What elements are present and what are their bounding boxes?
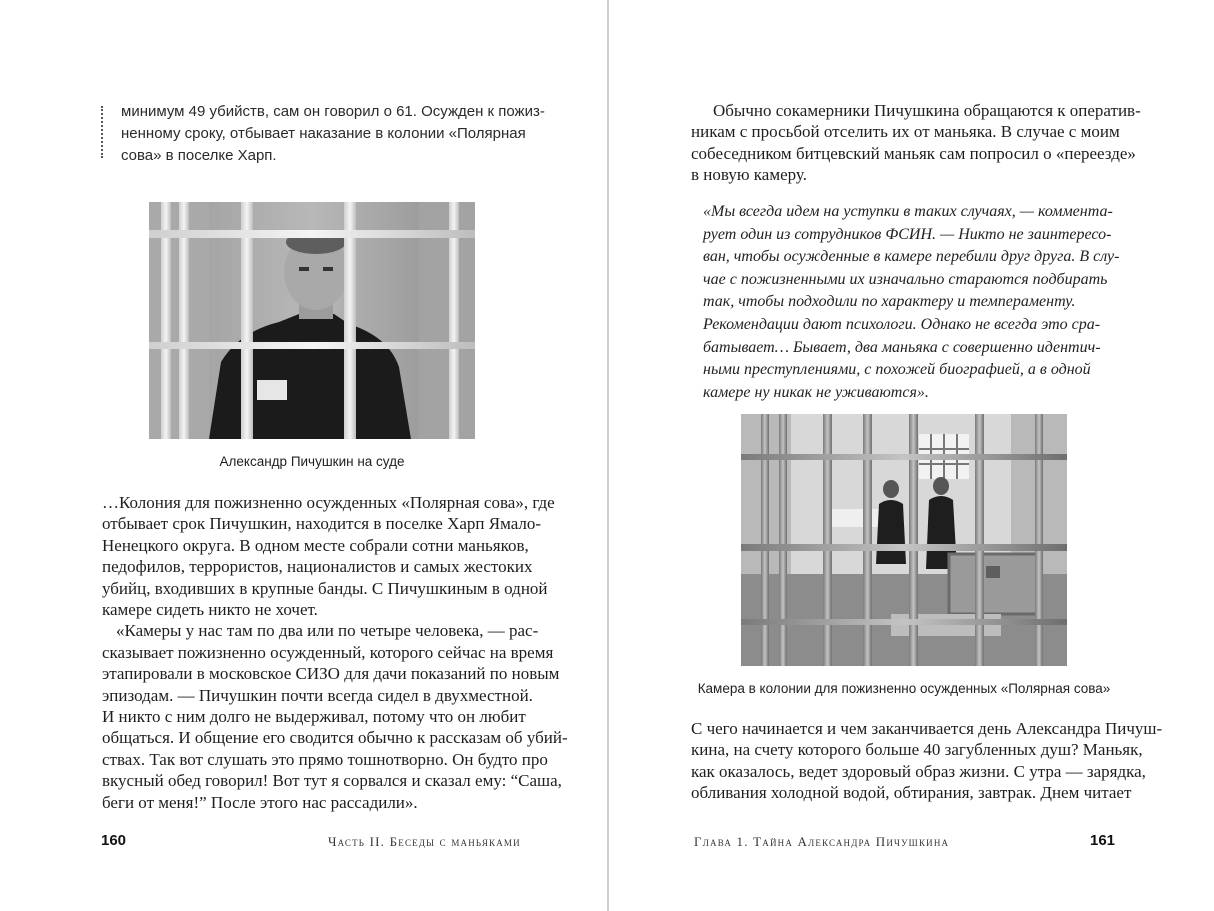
body-line: камере сидеть никто не хочет. bbox=[102, 600, 318, 620]
body-line: …Колония для пожизненно осужденных «Полярная сова», где bbox=[102, 493, 555, 512]
quote-line: батывает… Бывает, два маньяка с совершенно идентич- bbox=[703, 338, 1101, 356]
running-head: Глава 1. Тайна Александра Пичушкина bbox=[694, 834, 950, 849]
body-line: педофилов, террористов, националистов и самых жестоких bbox=[102, 557, 533, 577]
intro-line: минимум 49 убийств, сам он говорил о 61. Осужден к пожиз- bbox=[121, 103, 545, 120]
quote-line: Рекомендации дают психологи. Однако не всегда это сра- bbox=[703, 315, 1101, 333]
photo-caption: Александр Пичушкин на суде bbox=[219, 454, 405, 469]
body-line: «Камеры у нас там по два или по четыре человека, — рас- bbox=[116, 621, 539, 641]
body-line: в новую камеру. bbox=[691, 165, 807, 185]
block-quote bbox=[703, 201, 1119, 404]
body-line: общаться. И общение его сводится обычно к рассказам об убий- bbox=[102, 728, 568, 748]
quote-line: ван, чтобы осужденные в камере перебили друг друга. В слу- bbox=[703, 248, 1120, 266]
quote-line: рует один из сотрудников ФСИН. — Никто не заинтересо- bbox=[703, 225, 1112, 243]
body-line: убийц, входивших в крупные банды. С Пичушкиным в одной bbox=[102, 578, 548, 598]
page-number: 161 bbox=[1090, 832, 1116, 849]
body-line: ствах. Так вот слушать это прямо тошнотворно. Он будто про bbox=[102, 749, 548, 769]
quote-line: чае с пожизненными их изначально стараются подбирать bbox=[703, 270, 1108, 288]
photo-prison-cell bbox=[741, 414, 1067, 666]
body-line: Обычно сокамерники Пичушкина обращаются к оператив- bbox=[713, 101, 1141, 120]
body-line: эпизодам. — Пичушкин почти всегда сидел в двухместной. bbox=[102, 685, 533, 705]
right-intro-paragraph bbox=[691, 100, 1141, 186]
body-line: И никто с ним долго не выдерживал, потому что он любит bbox=[102, 707, 526, 727]
photo-prisoner-behind-bars bbox=[149, 202, 475, 439]
right-body-text bbox=[691, 718, 1162, 804]
body-line: собеседником битцевский маньяк сам попросил о «переезде» bbox=[691, 143, 1136, 163]
left-intro-paragraph bbox=[121, 101, 545, 167]
photo-caption: Камера в колонии для пожизненно осужденных «Полярная сова» bbox=[697, 681, 1111, 696]
quote-line: ными преступлениями, с похожей биографией, а в одной bbox=[703, 361, 1091, 379]
body-line: никам с просьбой отселить их от маньяка. В случае с моим bbox=[691, 122, 1120, 142]
quote-line: так, чтобы подходили по характеру и темпераменту. bbox=[703, 293, 1076, 311]
body-line: Ненецкого округа. В одном месте собрали сотни маньяков, bbox=[102, 535, 529, 555]
margin-rule bbox=[101, 106, 103, 158]
body-line: как оказалось, ведет здоровый образ жизни. С утра — зарядка, bbox=[691, 761, 1146, 781]
quote-line: «Мы всегда идем на уступки в таких случаях, — коммента- bbox=[703, 203, 1113, 220]
body-line: беги от меня!” После этого нас рассадили». bbox=[102, 792, 418, 812]
body-line: С чего начинается и чем заканчивается день Александра Пичуш- bbox=[691, 719, 1163, 738]
intro-line: сова» в поселке Харп. bbox=[121, 147, 277, 164]
body-line: вкусный обед говорил! Вот тут я сорвался и сказал ему: “Саша, bbox=[102, 771, 562, 791]
body-line: этапировали в московское СИЗО для дачи показаний по новым bbox=[102, 664, 560, 684]
photo-cell-image bbox=[741, 414, 1067, 666]
body-line: кина, на счету которого больше 40 загубленных душ? Маньяк, bbox=[691, 740, 1143, 760]
running-head: Часть II. Беседы с маньяками bbox=[328, 834, 521, 849]
intro-line: ненному сроку, отбывает наказание в колонии «Полярная bbox=[121, 125, 526, 142]
photo-prisoner-image bbox=[149, 202, 475, 439]
left-body-text bbox=[102, 492, 568, 813]
body-line: обливания холодной водой, обтирания, завтрак. Днем читает bbox=[691, 783, 1132, 803]
body-line: отбывает срок Пичушкин, находится в поселке Харп Ямало- bbox=[102, 514, 542, 534]
right-page bbox=[609, 0, 1214, 911]
quote-line: камере ну никак не уживаются». bbox=[703, 383, 929, 401]
page-number: 160 bbox=[101, 832, 127, 849]
body-line: сказывает пожизненно осужденный, которого сейчас на время bbox=[102, 642, 554, 662]
